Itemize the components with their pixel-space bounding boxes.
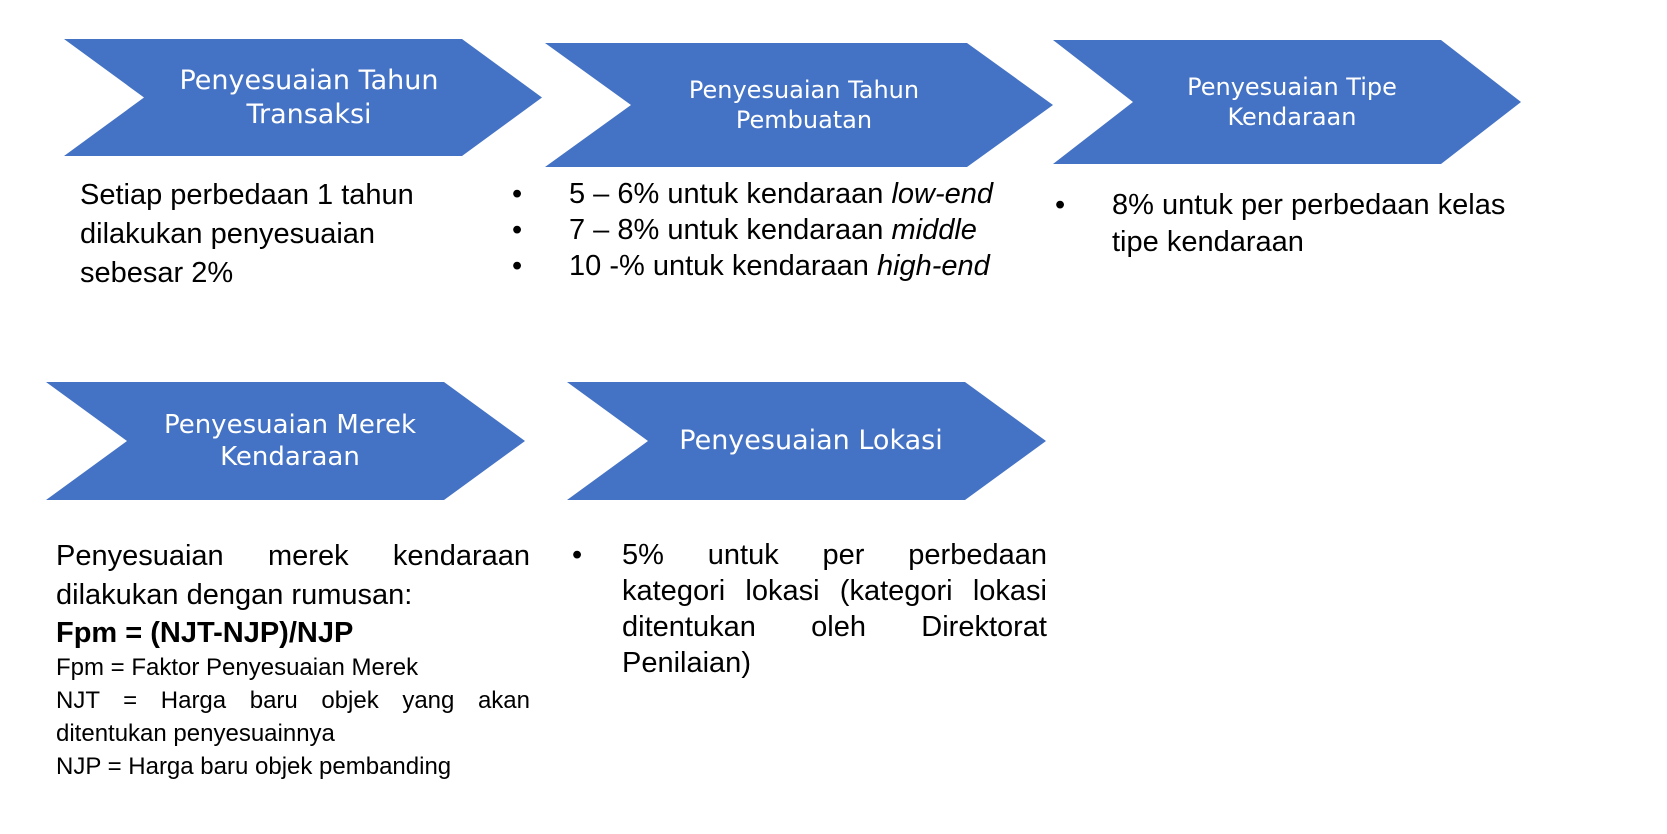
bullet-emph: low-end bbox=[891, 178, 994, 210]
bullet-line: kategori lokasi (kategori lokasi bbox=[622, 575, 1047, 607]
chevron-title bbox=[124, 39, 494, 156]
bullet-emph: high-end bbox=[876, 250, 990, 282]
bullet-dot: • bbox=[512, 250, 523, 282]
desc-line: dilakukan penyesuaian bbox=[80, 218, 376, 250]
chevron-merek-kendaraan bbox=[46, 382, 525, 500]
definition-fpm: Fpm = Faktor Penyesuaian Merek bbox=[56, 654, 419, 681]
chevron-lokasi bbox=[567, 382, 1046, 500]
bullet-item bbox=[1055, 187, 1545, 261]
desc-merek-kendaraan bbox=[56, 537, 530, 783]
bullet-line: tipe kendaraan bbox=[1112, 226, 1304, 258]
bullet-item bbox=[512, 212, 1032, 248]
bullets-lokasi bbox=[567, 537, 1047, 681]
definition-njp: NJP = Harga baru objek pembanding bbox=[56, 753, 452, 780]
bullets-tipe-kendaraan bbox=[1055, 187, 1545, 261]
intro-line: Penyesuaian merek kendaraan bbox=[56, 540, 530, 572]
bullet-dot: • bbox=[1055, 189, 1066, 221]
bullet-line: 5% untuk per perbedaan bbox=[622, 539, 1047, 571]
bullet-text: 10 -% untuk kendaraan bbox=[569, 250, 877, 282]
bullet-item bbox=[567, 537, 1047, 681]
chevron-tahun-pembuatan bbox=[545, 43, 1053, 167]
bullet-line: 8% untuk per perbedaan kelas bbox=[1112, 189, 1506, 221]
bullet-dot: • bbox=[512, 178, 523, 210]
title-line: Kendaraan bbox=[220, 442, 360, 472]
desc-line: sebesar 2% bbox=[80, 257, 234, 289]
chevron-title bbox=[615, 43, 993, 167]
title-line: Penyesuaian Tipe bbox=[1187, 73, 1397, 101]
bullet-line: Penilaian) bbox=[622, 647, 751, 679]
title-line: Transaksi bbox=[246, 98, 372, 130]
bullet-item bbox=[512, 248, 1032, 284]
desc-line: Setiap perbedaan 1 tahun bbox=[80, 179, 414, 211]
bullet-line: ditentukan oleh Direktorat bbox=[622, 611, 1047, 643]
title-line: Penyesuaian Merek bbox=[163, 409, 417, 440]
bullet-text: 5 – 6% untuk kendaraan bbox=[569, 178, 892, 210]
title-line: Kendaraan bbox=[1227, 103, 1357, 131]
bullet-emph: middle bbox=[891, 214, 977, 246]
bullets-tahun-pembuatan bbox=[512, 176, 1032, 284]
title-line: Penyesuaian Tahun bbox=[688, 76, 920, 104]
title-line: Penyesuaian Lokasi bbox=[679, 425, 943, 457]
bullet-dot: • bbox=[512, 214, 523, 246]
desc-tahun-transaksi bbox=[80, 176, 500, 293]
title-line: Pembuatan bbox=[735, 106, 873, 134]
title-line: Penyesuaian Tahun bbox=[179, 64, 439, 96]
definition-njt: ditentukan penyesuainnya bbox=[56, 720, 335, 747]
chevron-title bbox=[1123, 40, 1461, 164]
chevron-tipe-kendaraan bbox=[1053, 40, 1521, 164]
chevron-tahun-transaksi bbox=[64, 39, 542, 156]
definition-njt: NJT = Harga baru objek yang akan bbox=[56, 687, 530, 714]
bullet-item bbox=[512, 176, 1032, 212]
intro-line: dilakukan dengan rumusan: bbox=[56, 579, 413, 611]
chevron-title bbox=[112, 382, 468, 500]
chevron-title bbox=[637, 382, 985, 500]
bullet-dot: • bbox=[572, 539, 583, 571]
formula: Fpm = (NJT-NJP)/NJP bbox=[56, 617, 354, 649]
bullet-text: 7 – 8% untuk kendaraan bbox=[569, 214, 892, 246]
